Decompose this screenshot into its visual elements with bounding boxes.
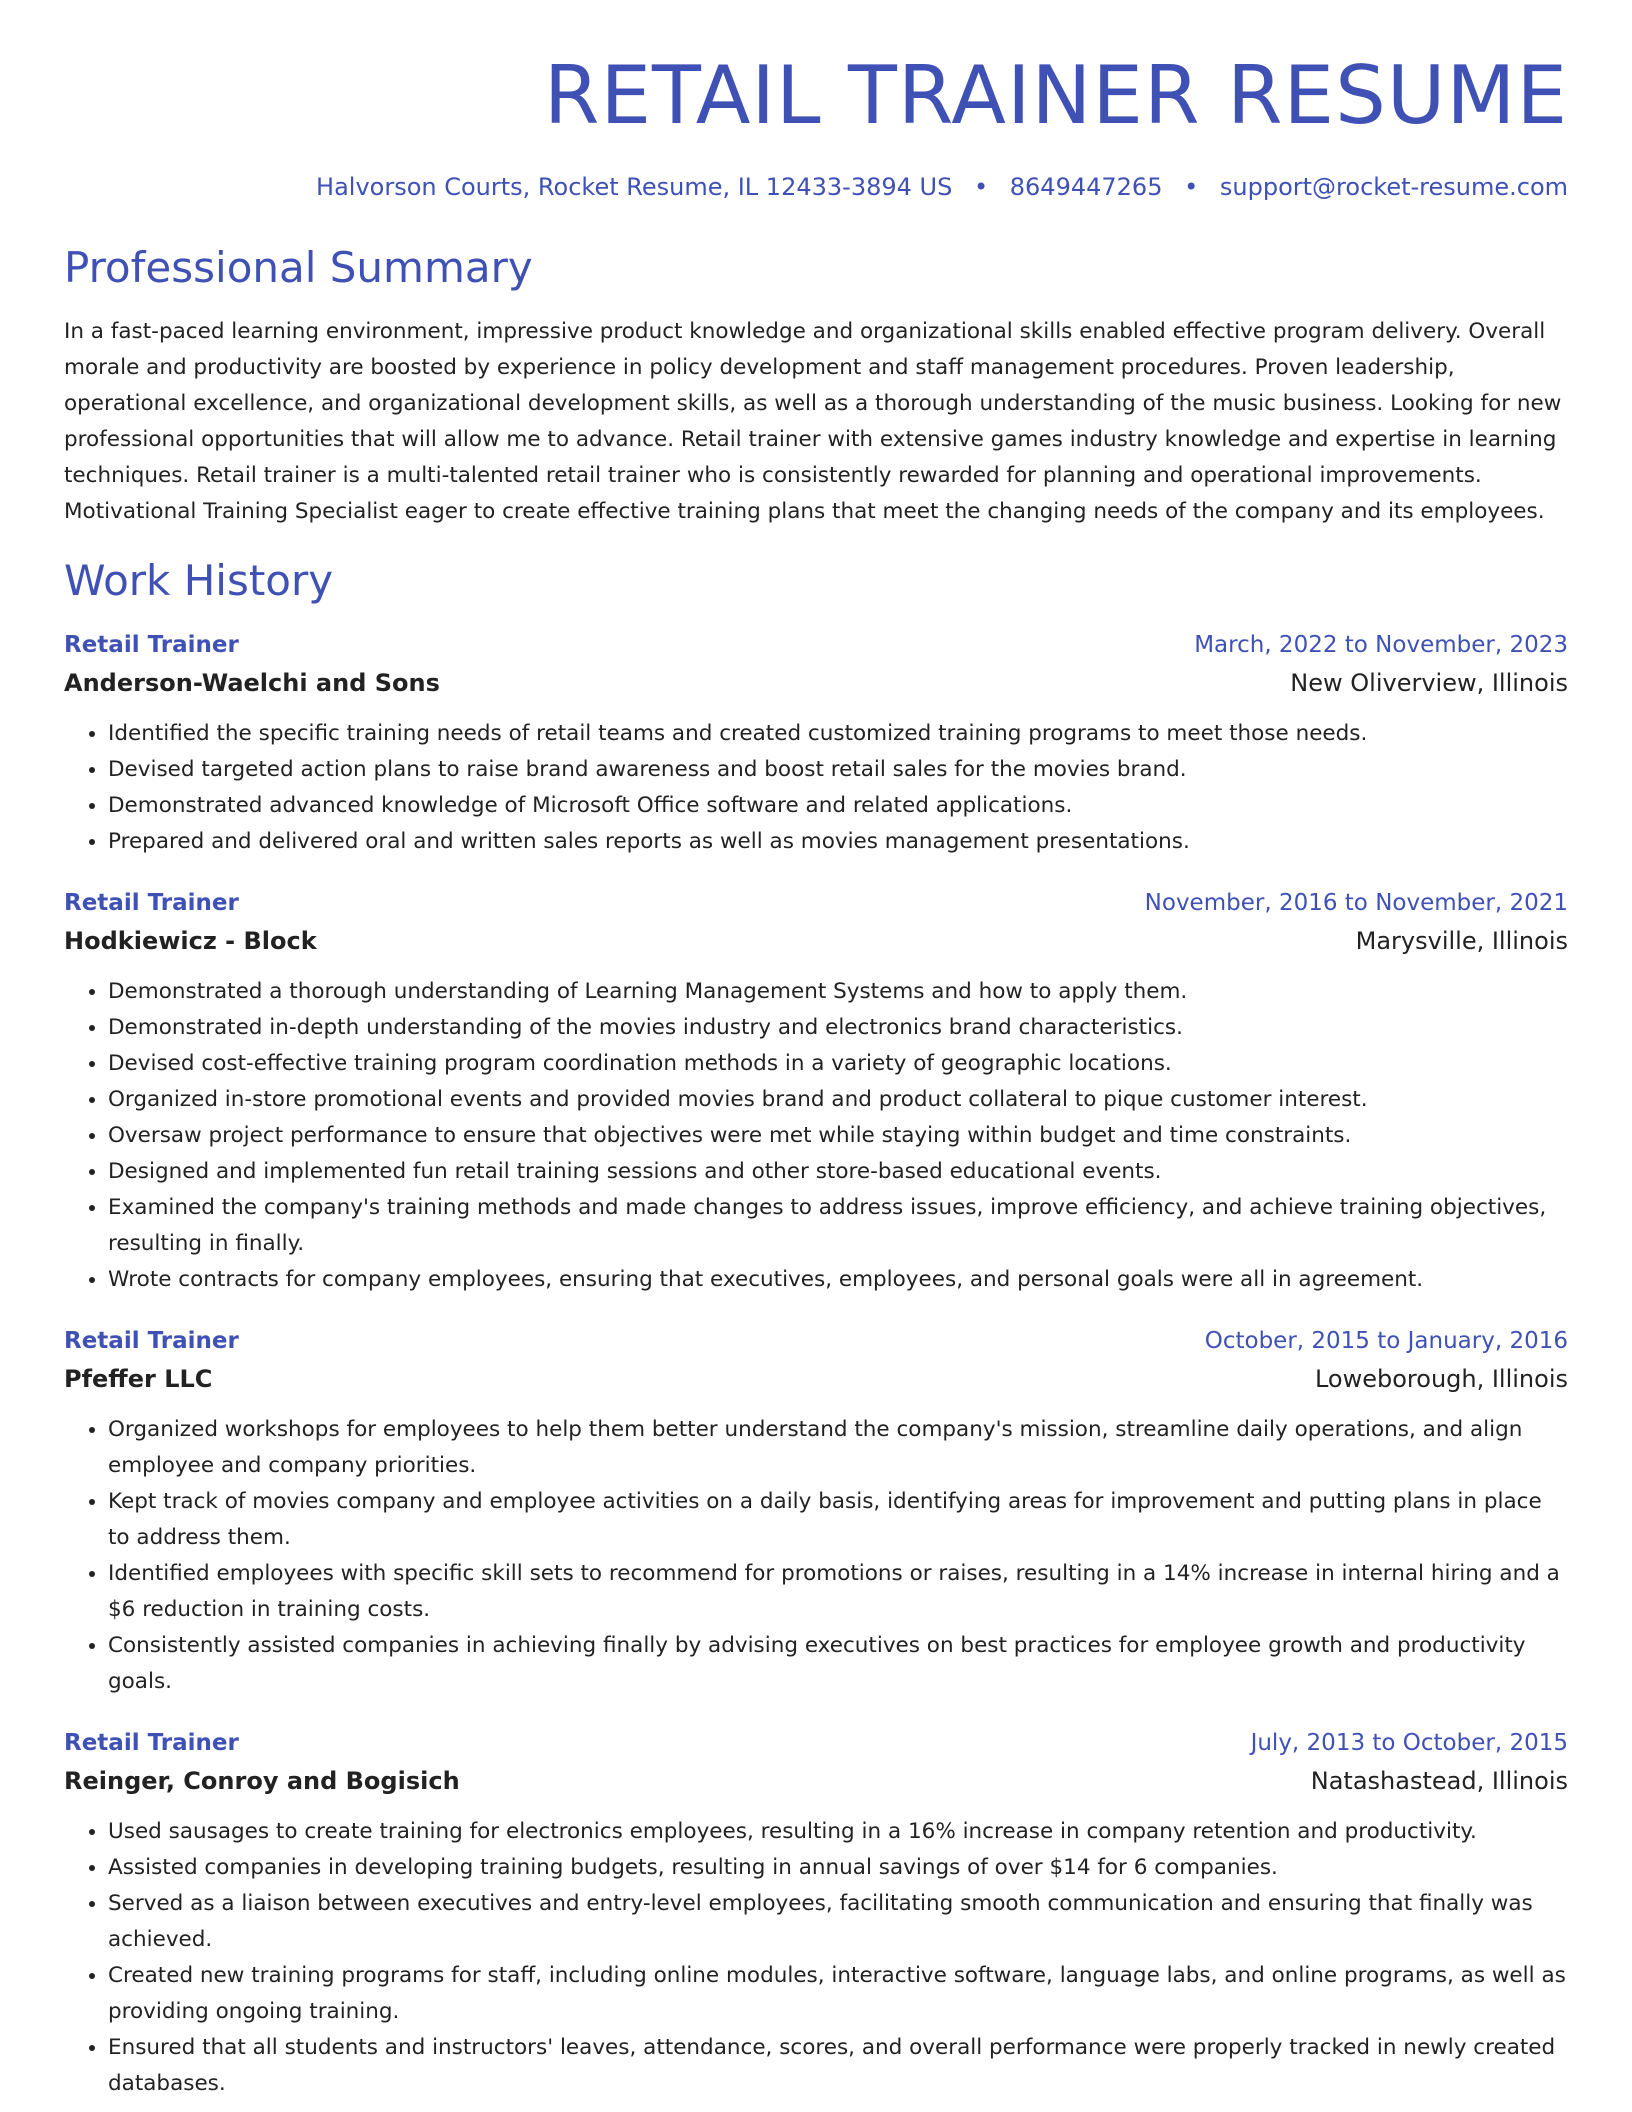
summary-text: In a fast-paced learning environment, impressive product knowledge and organizational skills enabled effective program delivery. Overall morale and productivity are boosted by experience in policy development and staff management procedures. Proven leadership, operational excellence, and organizational development skills, as well as a thorough understanding of the music business. Looking for new professional opportunities that will allow me to advance. Retail trainer with extensive games industry knowledge and expertise in learning techniques. Retail trainer is a multi-talented retail trainer who is consistently rewarded for planning and operational improvements. Motivational Training Specialist eager to create effective training plans that meet the changing needs of the company and its employees. [64,318,1562,524]
contact-address: Halvorson Courts, Rocket Resume, IL 12433-3894 US [316,173,953,201]
job-bullet: • Demonstrated advanced knowledge of Microsoft Office software and related applications. [108,788,1568,824]
work-history-list [64,626,1568,2102]
job-entry [64,1322,1568,1700]
job-title: Retail Trainer [64,1327,239,1354]
job-dates: March, 2022 to November, 2023 [1194,631,1568,658]
job-bullet: • Organized in-store promotional events and provided movies brand and product collateral to pique customer interest. [108,1082,1568,1118]
job-company-row [64,922,1568,960]
job-company: Anderson-Waelchi and Sons [64,668,440,697]
job-company: Reinger, Conroy and Bogisich [64,1766,460,1795]
job-location: Loweborough, Illinois [1314,1364,1568,1393]
job-bullets [64,974,1568,1298]
job-entry [64,884,1568,1298]
job-bullets [64,1814,1568,2102]
job-header-row [64,626,1568,664]
job-bullet: • Identified employees with specific skill sets to recommend for promotions or raises, resulting in a 14% increase in internal hiring and a $6 reduction in training costs. [108,1556,1568,1628]
job-bullet: • Devised cost-effective training program coordination methods in a variety of geographic locations. [108,1046,1568,1082]
job-bullet: • Created new training programs for staff, including online modules, interactive software, language labs, and online programs, as well as providing ongoing training. [108,1958,1568,2030]
job-company: Pfeffer LLC [64,1364,213,1393]
job-header-row [64,1724,1568,1762]
job-header-row [64,1322,1568,1360]
summary-heading: Professional Summary [64,243,533,293]
job-bullet: • Wrote contracts for company employees, ensuring that executives, employees, and personal goals were all in agreement. [108,1262,1568,1298]
contact-separator: • [1184,173,1199,201]
job-dates: October, 2015 to January, 2016 [1204,1327,1568,1354]
job-company: Hodkiewicz - Block [64,926,317,955]
job-bullet: • Identified the specific training needs of retail teams and created customized training programs to meet those needs. [108,716,1568,752]
job-bullet: • Ensured that all students and instructors' leaves, attendance, scores, and overall performance were properly tracked in newly created databases. [108,2030,1568,2102]
job-bullet: • Served as a liaison between executives and entry-level employees, facilitating smooth communication and ensuring that finally was achieved. [108,1886,1568,1958]
job-company-row [64,1762,1568,1800]
job-entry [64,1724,1568,2102]
job-bullets [64,1412,1568,1700]
contact-phone: 8649447265 [1009,173,1163,201]
job-bullet: • Assisted companies in developing training budgets, resulting in annual savings of over $14 for 6 companies. [108,1850,1568,1886]
job-bullet: • Organized workshops for employees to help them better understand the company's mission, streamline daily operations, and align employee and company priorities. [108,1412,1568,1484]
job-location: Marysville, Illinois [1355,926,1568,955]
job-bullet: • Oversaw project performance to ensure that objectives were met while staying within budget and time constraints. [108,1118,1568,1154]
job-title: Retail Trainer [64,889,239,916]
job-company-row [64,664,1568,702]
job-bullet: • Designed and implemented fun retail training sessions and other store-based educational events. [108,1154,1568,1190]
job-bullets [64,716,1568,860]
job-bullet: • Prepared and delivered oral and written sales reports as well as movies management presentations. [108,824,1568,860]
job-title: Retail Trainer [64,1729,239,1756]
job-location: New Oliverview, Illinois [1290,668,1568,697]
job-location: Natashastead, Illinois [1310,1766,1568,1795]
job-bullet: • Used sausages to create training for electronics employees, resulting in a 16% increase in company retention and productivity. [108,1814,1568,1850]
job-bullet: • Demonstrated a thorough understanding of Learning Management Systems and how to apply them. [108,974,1568,1010]
job-company-row [64,1360,1568,1398]
job-dates: November, 2016 to November, 2021 [1144,889,1568,916]
job-bullet: • Devised targeted action plans to raise brand awareness and boost retail sales for the movies brand. [108,752,1568,788]
job-entry [64,626,1568,860]
job-bullet: • Examined the company's training methods and made changes to address issues, improve efficiency, and achieve training objectives, resulting in finally. [108,1190,1568,1262]
job-header-row [64,884,1568,922]
job-bullet: • Kept track of movies company and employee activities on a daily basis, identifying areas for improvement and putting plans in place to address them. [108,1484,1568,1556]
job-title: Retail Trainer [64,631,239,658]
resume-title: RETAIL TRAINER RESUME [543,49,1568,142]
job-bullet: • Demonstrated in-depth understanding of the movies industry and electronics brand characteristics. [108,1010,1568,1046]
contact-email: support@rocket-resume.com [1219,173,1568,201]
job-dates: July, 2013 to October, 2015 [1250,1729,1568,1756]
contact-line [64,172,1568,203]
job-bullet: • Consistently assisted companies in achieving finally by advising executives on best practices for employee growth and productivity goals. [108,1628,1568,1700]
work-history-heading: Work History [64,555,334,605]
contact-separator: • [973,173,989,201]
